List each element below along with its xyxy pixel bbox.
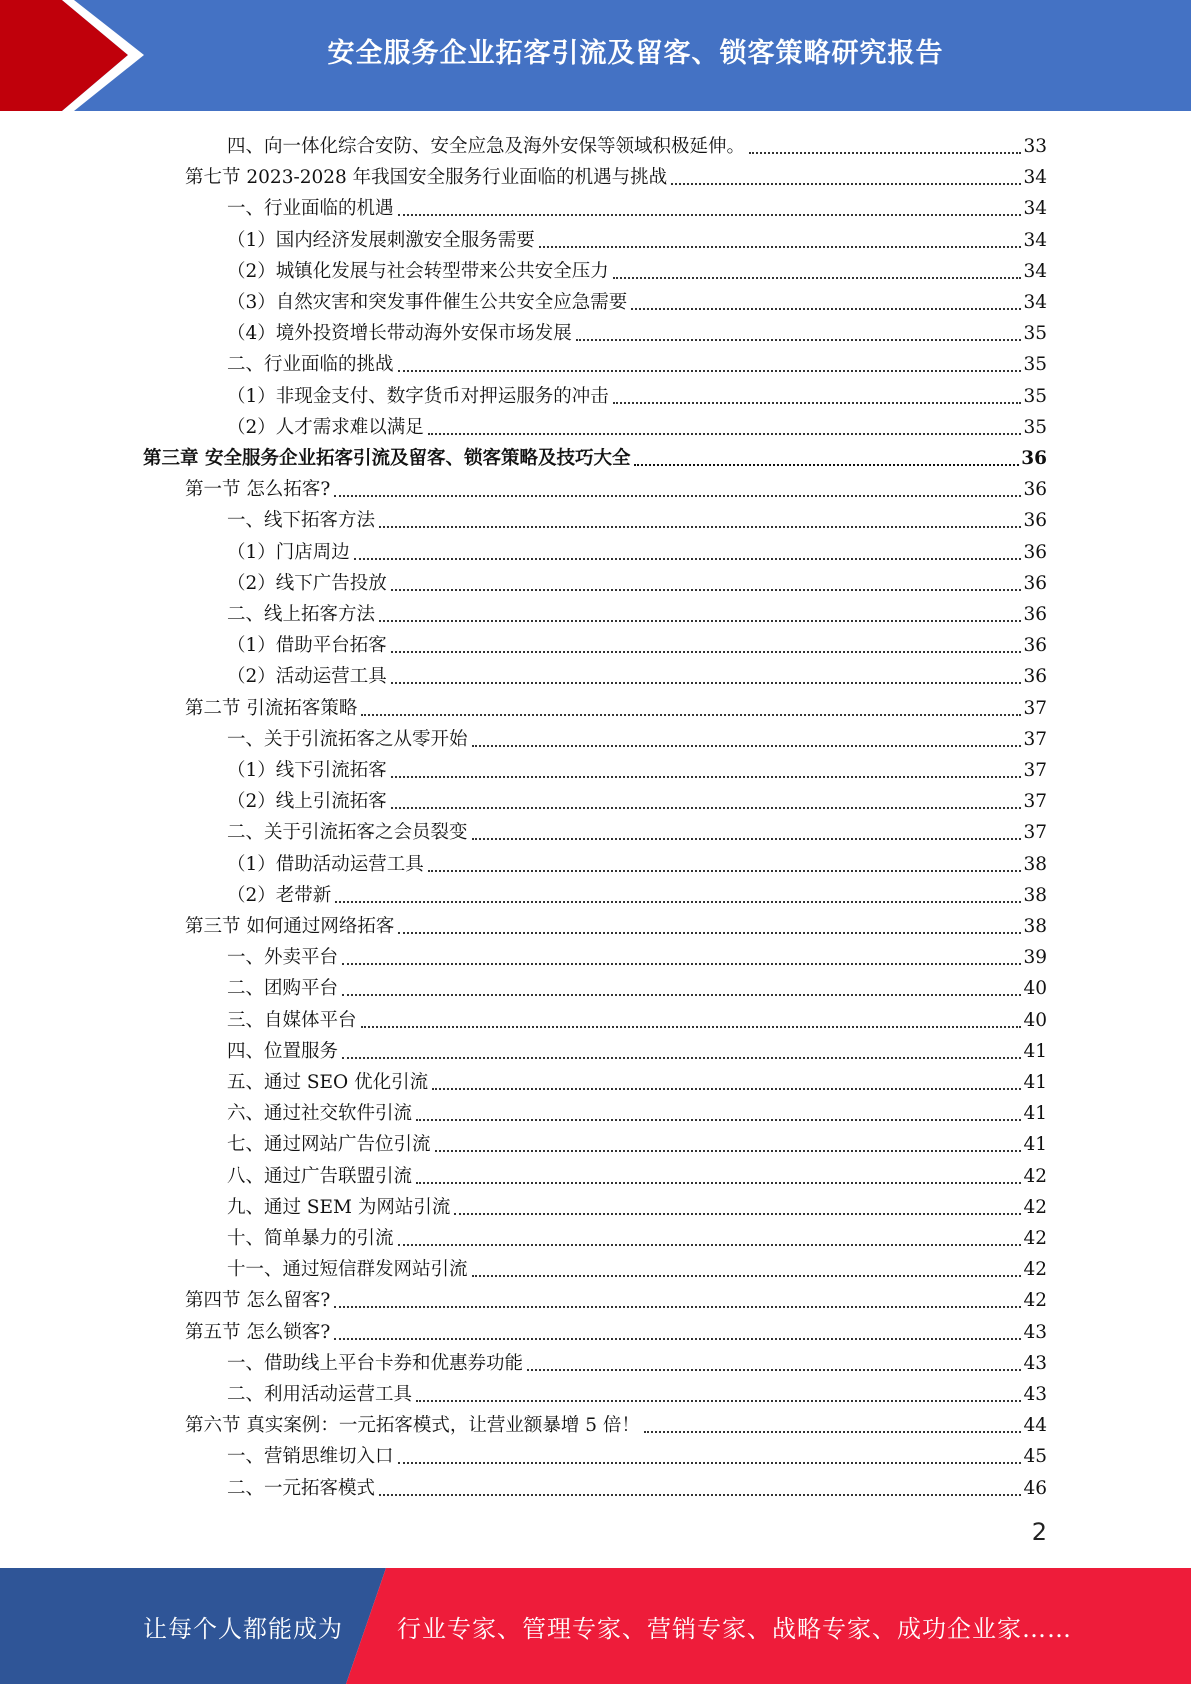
toc-entry[interactable] bbox=[227, 252, 1047, 283]
toc-entry-title: 二、关于引流拓客之会员裂变 bbox=[227, 822, 468, 844]
toc-entry-title: 七、通过网站广告位引流 bbox=[227, 1134, 431, 1156]
toc-leader-dots bbox=[391, 588, 1022, 591]
toc-leader-dots bbox=[354, 557, 1022, 560]
toc-entry-page: 44 bbox=[1023, 1415, 1047, 1437]
toc-entry-page: 36 bbox=[1023, 635, 1047, 657]
toc-entry[interactable] bbox=[185, 158, 1047, 189]
toc-entry-page: 42 bbox=[1023, 1259, 1047, 1281]
toc-entry-title: 四、向一体化综合安防、安全应急及海外安保等领域积极延伸。 bbox=[227, 136, 746, 157]
toc-entry-page: 34 bbox=[1023, 260, 1047, 282]
toc-entry[interactable] bbox=[227, 720, 1047, 751]
toc-leader-dots bbox=[416, 1399, 1021, 1402]
toc-entry-page: 46 bbox=[1023, 1477, 1047, 1499]
toc-entry-page: 34 bbox=[1023, 229, 1047, 251]
toc-entry[interactable] bbox=[185, 907, 1047, 938]
toc-entry-page: 37 bbox=[1023, 728, 1047, 750]
toc-entry-page: 37 bbox=[1023, 697, 1047, 719]
toc-leader-dots bbox=[472, 744, 1022, 747]
toc-entry[interactable] bbox=[227, 345, 1047, 376]
toc-entry[interactable] bbox=[227, 314, 1047, 345]
toc-leader-dots bbox=[361, 1025, 1022, 1028]
footer-slogan-left: 让每个人都能成为 bbox=[143, 1614, 343, 1643]
toc-leader-dots bbox=[398, 1461, 1022, 1464]
toc-leader-dots bbox=[472, 837, 1022, 840]
toc-entry-page: 41 bbox=[1023, 1103, 1047, 1125]
toc-entry[interactable] bbox=[227, 1032, 1047, 1063]
toc-entry-title: 一、营销思维切入口 bbox=[227, 1446, 394, 1468]
toc-leader-dots bbox=[379, 619, 1021, 622]
toc-entry-title: （1）门店周边 bbox=[227, 541, 350, 563]
toc-entry-title: 四、位置服务 bbox=[227, 1040, 339, 1062]
toc-entry-title: 五、通过 SEO 优化引流 bbox=[227, 1072, 429, 1093]
toc-entry-page: 42 bbox=[1023, 1290, 1047, 1312]
toc-entry[interactable] bbox=[227, 969, 1047, 1000]
toc-entry-title: 二、团购平台 bbox=[227, 978, 339, 1000]
toc-entry[interactable] bbox=[227, 501, 1047, 532]
toc-leader-dots bbox=[472, 1274, 1022, 1277]
toc-entry-page: 35 bbox=[1023, 385, 1047, 407]
toc-leader-dots bbox=[416, 1181, 1021, 1184]
toc-entry-title: 八、通过广告联盟引流 bbox=[227, 1165, 413, 1187]
toc-entry-page: 34 bbox=[1023, 167, 1047, 189]
toc-leader-dots bbox=[432, 1087, 1021, 1090]
toc-leader-dots bbox=[613, 276, 1022, 279]
toc-entry-title: （2）活动运营工具 bbox=[227, 666, 387, 688]
toc-leader-dots bbox=[342, 962, 1021, 965]
toc-entry-title: （3）自然灾害和突发事件催生公共安全应急需要 bbox=[227, 292, 628, 313]
toc-entry-page: 41 bbox=[1023, 1134, 1047, 1156]
toc-entry-page: 40 bbox=[1023, 1009, 1047, 1031]
toc-entry-title: 二、行业面临的挑战 bbox=[227, 354, 394, 376]
toc-entry[interactable] bbox=[227, 1094, 1047, 1125]
toc-leader-dots bbox=[334, 494, 1021, 497]
toc-entry-page: 40 bbox=[1023, 978, 1047, 1000]
toc-entry-title: 三、自媒体平台 bbox=[227, 1009, 357, 1031]
toc-entry-title: 第三节 如何通过网络拓客 bbox=[185, 916, 395, 937]
toc-entry[interactable] bbox=[227, 283, 1047, 314]
toc-entry-title: 第七节 2023-2028 年我国安全服务行业面临的机遇与挑战 bbox=[185, 167, 668, 189]
toc-entry-title: （2）人才需求难以满足 bbox=[227, 416, 424, 438]
page-footer bbox=[0, 1568, 1191, 1684]
toc-entry-page: 34 bbox=[1023, 292, 1047, 313]
toc-entry-page: 39 bbox=[1023, 947, 1047, 969]
toc-leader-dots bbox=[379, 525, 1021, 528]
toc-entry[interactable] bbox=[227, 533, 1047, 564]
toc-leader-dots bbox=[391, 806, 1022, 809]
header-arrow-icon bbox=[0, 0, 160, 111]
toc-leader-dots bbox=[342, 993, 1021, 996]
toc-leader-dots bbox=[631, 307, 1021, 310]
toc-entry-page: 38 bbox=[1023, 884, 1047, 906]
toc-entry[interactable] bbox=[227, 938, 1047, 969]
toc-entry[interactable] bbox=[227, 564, 1047, 595]
toc-entry-page: 35 bbox=[1023, 354, 1047, 376]
toc-entry-title: （1）线下引流拓客 bbox=[227, 760, 387, 781]
toc-entry-page: 45 bbox=[1023, 1446, 1047, 1468]
page-number: 2 bbox=[1031, 1518, 1047, 1546]
toc-leader-dots bbox=[454, 1212, 1021, 1215]
toc-entry-title: （1）借助活动运营工具 bbox=[227, 853, 424, 875]
toc-entry[interactable] bbox=[227, 845, 1047, 876]
toc-entry[interactable] bbox=[227, 1001, 1047, 1032]
toc-leader-dots bbox=[634, 463, 1019, 466]
toc-entry-title: （2）老带新 bbox=[227, 884, 332, 906]
toc-entry-title: 第五节 怎么锁客? bbox=[185, 1321, 331, 1343]
document-title: 安全服务企业拓客引流及留客、锁客策略研究报告 bbox=[327, 37, 944, 69]
toc-entry-title: 六、通过社交软件引流 bbox=[227, 1103, 413, 1125]
toc-entry[interactable] bbox=[227, 1219, 1047, 1250]
toc-leader-dots bbox=[435, 1149, 1022, 1152]
toc-entry[interactable] bbox=[227, 377, 1047, 408]
toc-entry-page: 36 bbox=[1023, 510, 1047, 532]
toc-entry-title: 第四节 怎么留客? bbox=[185, 1290, 331, 1312]
toc-leader-dots bbox=[428, 869, 1022, 872]
toc-entry-page: 36 bbox=[1023, 666, 1047, 688]
footer-slogan-right: 行业专家、管理专家、营销专家、战略专家、成功企业家…… bbox=[397, 1614, 1072, 1643]
toc-entry-page: 36 bbox=[1021, 448, 1047, 469]
toc-leader-dots bbox=[334, 1337, 1021, 1340]
toc-entry-page: 42 bbox=[1023, 1165, 1047, 1187]
toc-entry-title: （2）线上引流拓客 bbox=[227, 791, 387, 813]
toc-entry[interactable] bbox=[227, 1469, 1047, 1500]
toc-entry-page: 36 bbox=[1023, 541, 1047, 563]
toc-entry-title: 一、外卖平台 bbox=[227, 947, 339, 969]
toc-leader-dots bbox=[398, 213, 1022, 216]
toc-entry-page: 43 bbox=[1023, 1321, 1047, 1343]
toc-leader-dots bbox=[334, 1305, 1021, 1308]
toc-entry-title: 九、通过 SEM 为网站引流 bbox=[227, 1196, 451, 1218]
toc-entry-title: 二、一元拓客模式 bbox=[227, 1477, 376, 1499]
toc-entry-page: 41 bbox=[1023, 1072, 1047, 1093]
toc-leader-dots bbox=[361, 713, 1021, 716]
toc-leader-dots bbox=[398, 931, 1021, 934]
toc-entry[interactable] bbox=[227, 751, 1047, 782]
toc-leader-dots bbox=[398, 1243, 1022, 1246]
toc-entry-page: 33 bbox=[1023, 136, 1047, 157]
toc-entry[interactable] bbox=[185, 689, 1047, 720]
toc-leader-dots bbox=[335, 900, 1021, 903]
toc-leader-dots bbox=[428, 432, 1022, 435]
toc-entry[interactable] bbox=[227, 127, 1047, 158]
toc-leader-dots bbox=[671, 182, 1021, 185]
toc-entry-page: 36 bbox=[1023, 604, 1047, 625]
toc-entry-page: 35 bbox=[1023, 323, 1047, 345]
toc-entry[interactable] bbox=[227, 1250, 1047, 1281]
toc-leader-dots bbox=[391, 775, 1022, 778]
toc-entry-page: 35 bbox=[1023, 416, 1047, 438]
toc-entry[interactable] bbox=[227, 1125, 1047, 1156]
toc-entry[interactable] bbox=[227, 813, 1047, 844]
toc-entry-title: （1）借助平台拓客 bbox=[227, 635, 387, 657]
toc-entry[interactable] bbox=[227, 1437, 1047, 1468]
toc-leader-dots bbox=[379, 1493, 1021, 1496]
toc-entry[interactable] bbox=[227, 1157, 1047, 1188]
toc-entry-title: 第一节 怎么拓客? bbox=[185, 479, 331, 501]
toc-entry-page: 34 bbox=[1023, 198, 1047, 220]
toc-entry-page: 37 bbox=[1023, 760, 1047, 781]
toc-entry[interactable] bbox=[185, 1313, 1047, 1344]
toc-entry-page: 36 bbox=[1023, 572, 1047, 594]
toc-leader-dots bbox=[539, 245, 1022, 248]
toc-entry-title: 十一、通过短信群发网站引流 bbox=[227, 1259, 468, 1281]
toc-entry[interactable] bbox=[227, 595, 1047, 626]
toc-entry-page: 42 bbox=[1023, 1196, 1047, 1218]
toc-entry-title: 一、关于引流拓客之从零开始 bbox=[227, 728, 468, 750]
toc-entry[interactable] bbox=[185, 1406, 1047, 1437]
toc-entry-page: 37 bbox=[1023, 822, 1047, 844]
toc-leader-dots bbox=[398, 369, 1022, 372]
toc-entry-page: 41 bbox=[1023, 1040, 1047, 1062]
toc-entry[interactable] bbox=[227, 657, 1047, 688]
toc-entry[interactable] bbox=[227, 408, 1047, 439]
toc-entry-title: 一、借助线上平台卡券和优惠券功能 bbox=[227, 1352, 524, 1374]
toc-leader-dots bbox=[391, 650, 1022, 653]
toc-entry-title: 十、简单暴力的引流 bbox=[227, 1228, 394, 1249]
toc-entry[interactable] bbox=[227, 626, 1047, 657]
toc-entry-title: （4）境外投资增长带动海外安保市场发展 bbox=[227, 323, 572, 345]
toc-entry-page: 36 bbox=[1023, 479, 1047, 501]
toc-entry-title: （1）非现金支付、数字货币对押运服务的冲击 bbox=[227, 385, 609, 407]
toc-entry-page: 42 bbox=[1023, 1228, 1047, 1249]
toc-entry[interactable] bbox=[227, 1375, 1047, 1406]
toc-entry-title: 二、利用活动运营工具 bbox=[227, 1384, 413, 1405]
toc-leader-dots bbox=[342, 1056, 1021, 1059]
toc-leader-dots bbox=[527, 1368, 1021, 1371]
toc-entry-title: 第六节 真实案例：一元拓客模式，让营业额暴增 5 倍！ bbox=[185, 1415, 640, 1437]
toc-entry[interactable] bbox=[227, 1344, 1047, 1375]
toc-entry[interactable] bbox=[227, 1188, 1047, 1219]
toc-leader-dots bbox=[576, 338, 1022, 341]
toc-entry-page: 38 bbox=[1023, 916, 1047, 937]
toc-entry-page: 43 bbox=[1023, 1352, 1047, 1374]
toc-leader-dots bbox=[749, 151, 1021, 154]
toc-entry-title: 一、线下拓客方法 bbox=[227, 510, 376, 532]
page-header bbox=[0, 0, 1191, 111]
toc-entry[interactable] bbox=[143, 439, 1047, 470]
toc-entry-title: （2）线下广告投放 bbox=[227, 572, 387, 594]
toc-entry-title: （2）城镇化发展与社会转型带来公共安全压力 bbox=[227, 260, 609, 282]
toc-entry-page: 37 bbox=[1023, 791, 1047, 813]
toc-entry[interactable] bbox=[227, 189, 1047, 220]
toc-entry[interactable] bbox=[227, 221, 1047, 252]
toc-entry-title: 一、行业面临的机遇 bbox=[227, 198, 394, 220]
toc-leader-dots bbox=[644, 1430, 1022, 1433]
toc-entry-title: 第二节 引流拓客策略 bbox=[185, 697, 358, 719]
toc-entry-title: （1）国内经济发展刺激安全服务需要 bbox=[227, 229, 535, 251]
toc-entry-title: 第三章 安全服务企业拓客引流及留客、锁客策略及技巧大全 bbox=[143, 448, 631, 469]
toc-leader-dots bbox=[391, 681, 1022, 684]
toc-entry[interactable] bbox=[227, 1063, 1047, 1094]
toc-entry[interactable] bbox=[185, 470, 1047, 501]
toc-entry-page: 43 bbox=[1023, 1384, 1047, 1405]
toc-entry-title: 二、线上拓客方法 bbox=[227, 604, 376, 625]
toc-entry[interactable] bbox=[227, 782, 1047, 813]
toc-entry-page: 38 bbox=[1023, 853, 1047, 875]
toc-entry[interactable] bbox=[185, 1281, 1047, 1312]
toc-leader-dots bbox=[613, 401, 1022, 404]
toc-leader-dots bbox=[416, 1118, 1021, 1121]
toc-entry[interactable] bbox=[227, 876, 1047, 907]
